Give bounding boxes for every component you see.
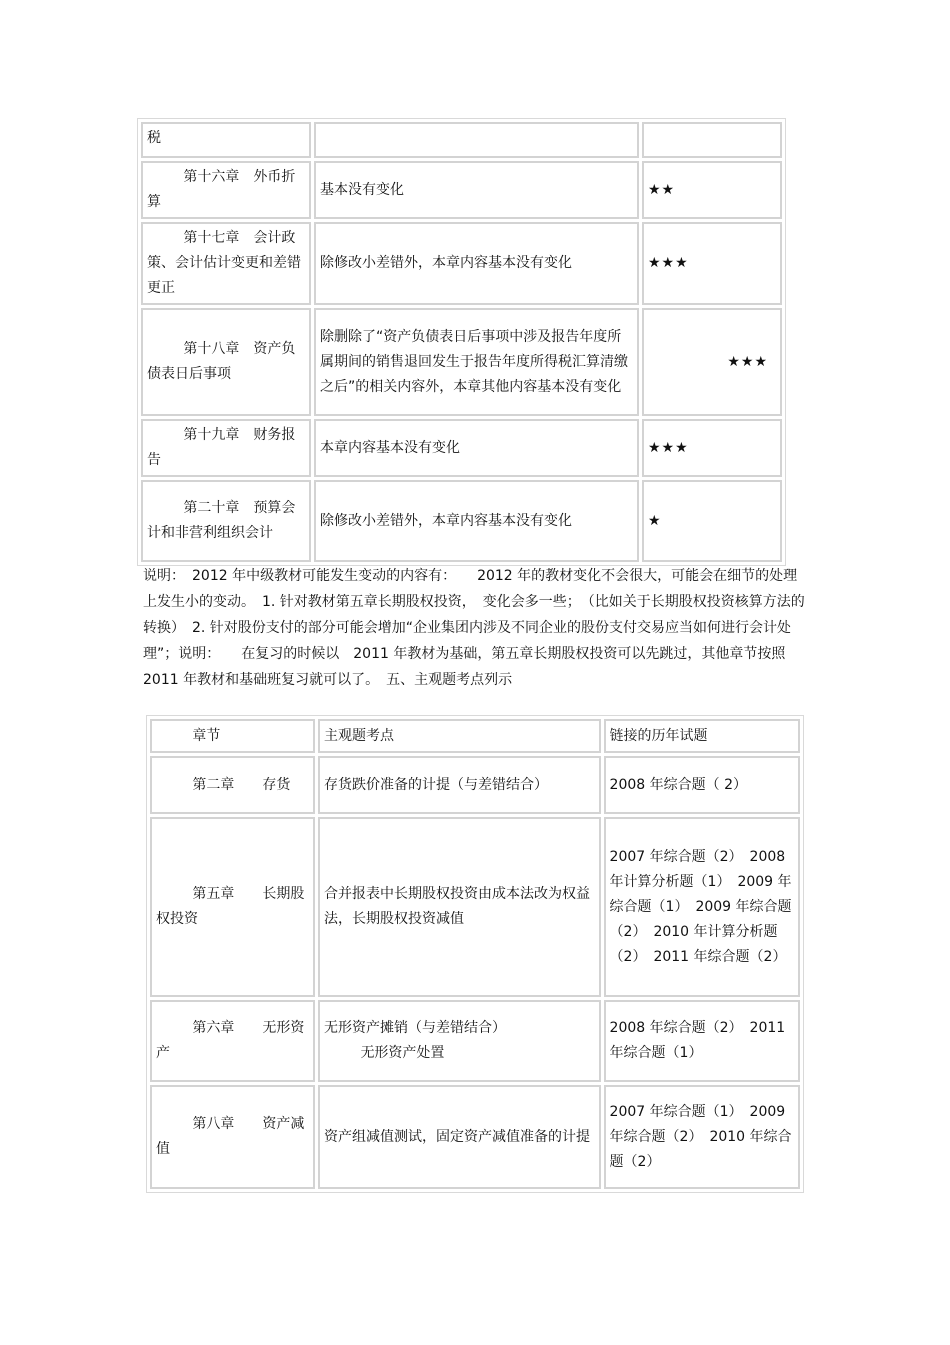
stars-cell: ★★★ xyxy=(642,222,782,305)
chapter-cell: 第六章 无形资产 xyxy=(150,1000,315,1082)
chapter-cell: 税 xyxy=(141,122,311,158)
stars-cell xyxy=(642,122,782,158)
exams-cell: 2007 年综合题（2） 2008 年计算分析题（1） 2009 年综合题（1） 2009 年综合题（2） 2010 年计算分析题（2） 2011 年综合题（2） xyxy=(604,817,800,997)
exams-cell: 2008 年综合题（2） 2011 年综合题（1） xyxy=(604,1000,800,1082)
points-cell xyxy=(318,1000,601,1082)
header-exams: 链接的历年试题 xyxy=(604,719,800,753)
table-row xyxy=(141,419,782,477)
chapter-cell: 第二十章 预算会计和非营利组织会计 xyxy=(141,480,311,562)
stars-cell: ★ xyxy=(642,480,782,562)
change-cell xyxy=(314,122,639,158)
table-row xyxy=(150,756,800,814)
textbook-changes-table xyxy=(137,118,786,566)
chapter-cell: 第十九章 财务报告 xyxy=(141,419,311,477)
points-line-1: 无形资产摊销（与差错结合） xyxy=(324,1020,507,1036)
explanation-paragraph: 说明： 2012 年中级教材可能发生变动的内容有： 2012 年的教材变化不会很大，可能会在细节的处理上发生小的变动。 1. 针对教材第五章长期股权投资， 变化会多一些； （比如关于长期股权投资核算方法的转换） 2. 针对股份支付的部分可能会增加“企业集团内涉及不同企业的股份支付交易应当如何进行会计处理”；说明： 在复习的时候以 2011 年教材为基础，第五章长期股权投资可以先跳过，其他章节按照 2011 年教材和基础班复习就可以了。 五、主观题考点列示 xyxy=(143,568,814,688)
chapter-cell: 第五章 长期股权投资 xyxy=(150,817,315,997)
stars-cell: ★★★ xyxy=(642,308,782,416)
stars-cell: ★★ xyxy=(642,161,782,219)
exams-cell: 2007 年综合题（1） 2009 年综合题（2） 2010 年综合题（2） xyxy=(604,1085,800,1189)
stars-cell: ★★★ xyxy=(642,419,782,477)
table-row xyxy=(150,817,800,997)
change-cell: 除删除了“资产负债表日后事项中涉及报告年度所属期间的销售退回发生于报告年度所得税汇算清缴之后”的相关内容外，本章其他内容基本没有变化 xyxy=(314,308,639,416)
chapter-cell: 第十八章 资产负债表日后事项 xyxy=(141,308,311,416)
chapter-cell: 第十六章 外币折算 xyxy=(141,161,311,219)
table-row xyxy=(141,480,782,562)
change-cell: 除修改小差错外，本章内容基本没有变化 xyxy=(314,222,639,305)
header-points: 主观题考点 xyxy=(318,719,601,753)
change-cell: 本章内容基本没有变化 xyxy=(314,419,639,477)
change-cell: 基本没有变化 xyxy=(314,161,639,219)
table-row xyxy=(141,308,782,416)
points-cell: 合并报表中长期股权投资由成本法改为权益法，长期股权投资减值 xyxy=(318,817,601,997)
table-row xyxy=(141,222,782,305)
table-header-row xyxy=(150,719,800,753)
table-row xyxy=(141,161,782,219)
table-row xyxy=(150,1085,800,1189)
chapter-cell: 第八章 资产减值 xyxy=(150,1085,315,1189)
table-row xyxy=(150,1000,800,1082)
subjective-topics-table xyxy=(146,715,804,1193)
points-cell: 资产组减值测试，固定资产减值准备的计提 xyxy=(318,1085,601,1189)
header-chapter: 章节 xyxy=(150,719,315,753)
exams-cell: 2008 年综合题（ 2） xyxy=(604,756,800,814)
points-line-2: 无形资产处置 xyxy=(360,1045,445,1061)
points-cell: 存货跌价准备的计提（与差错结合） xyxy=(318,756,601,814)
chapter-cell: 第十七章 会计政策、会计估计变更和差错更正 xyxy=(141,222,311,305)
change-cell: 除修改小差错外，本章内容基本没有变化 xyxy=(314,480,639,562)
table-row xyxy=(141,122,782,158)
chapter-cell: 第二章 存货 xyxy=(150,756,315,814)
